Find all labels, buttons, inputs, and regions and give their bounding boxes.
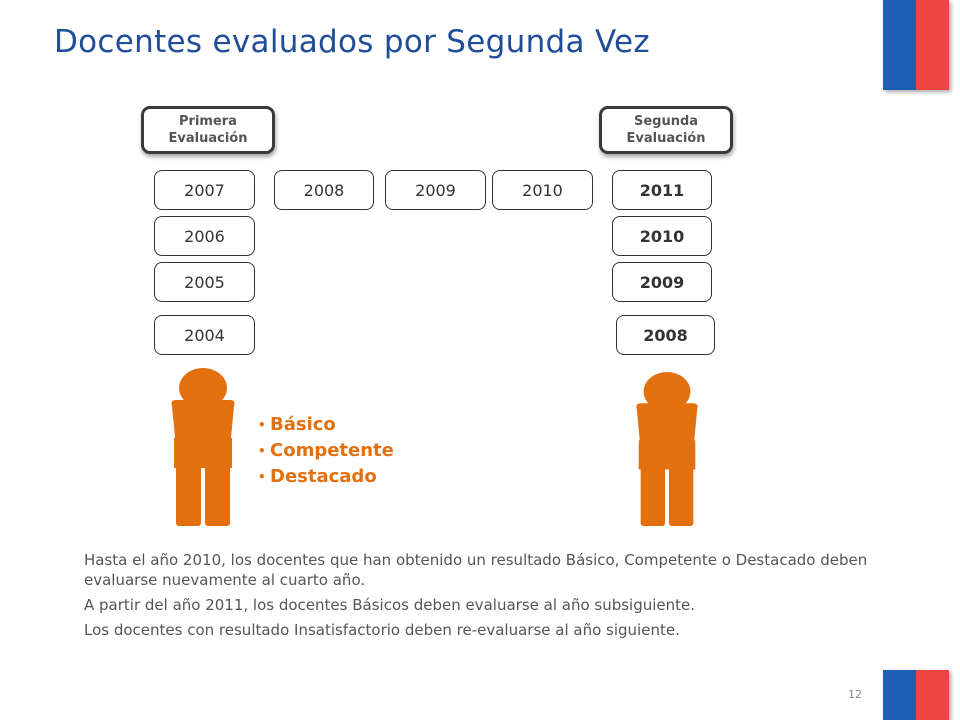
page-number: 12 <box>848 688 862 701</box>
year-box-2008: 2008 <box>274 170 374 210</box>
person-icon-right <box>632 372 702 528</box>
second-evaluation-header: Segunda Evaluación <box>599 106 733 154</box>
left-year-box-2004: 2004 <box>154 315 255 355</box>
flag-decoration-bottom <box>883 670 949 720</box>
result-destacado: • Destacado <box>258 464 394 490</box>
paragraph-1: Hasta el año 2010, los docentes que han obtenido un resultado Básico, Competente o Destacado deben evaluarse nuevamente al cuarto año. <box>84 551 868 589</box>
left-year-box-2005: 2005 <box>154 262 255 302</box>
paragraph-3: Los docentes con resultado Insatisfactorio deben re-evaluarse al año siguiente. <box>84 621 680 639</box>
year-box-second-2011: 2011 <box>612 170 712 210</box>
year-box-2009: 2009 <box>385 170 486 210</box>
paragraph-2: A partir del año 2011, los docentes Básicos deben evaluarse al año subsiguiente. <box>84 596 696 614</box>
explanation-text <box>84 550 874 645</box>
result-competente: • Competente <box>258 438 394 464</box>
first-evaluation-header: Primera Evaluación <box>141 106 275 154</box>
person-icon-left <box>168 368 238 528</box>
year-box-2010: 2010 <box>492 170 593 210</box>
result-categories-list <box>258 412 394 490</box>
result-basico: • Básico <box>258 412 394 438</box>
year-box-first-2007: 2007 <box>154 170 255 210</box>
right-year-box-2008: 2008 <box>616 315 715 355</box>
flag-decoration-top <box>883 0 949 90</box>
left-year-box-2006: 2006 <box>154 216 255 256</box>
right-year-box-2010: 2010 <box>612 216 712 256</box>
right-year-box-2009: 2009 <box>612 262 712 302</box>
slide-title: Docentes evaluados por Segunda Vez <box>54 24 650 60</box>
